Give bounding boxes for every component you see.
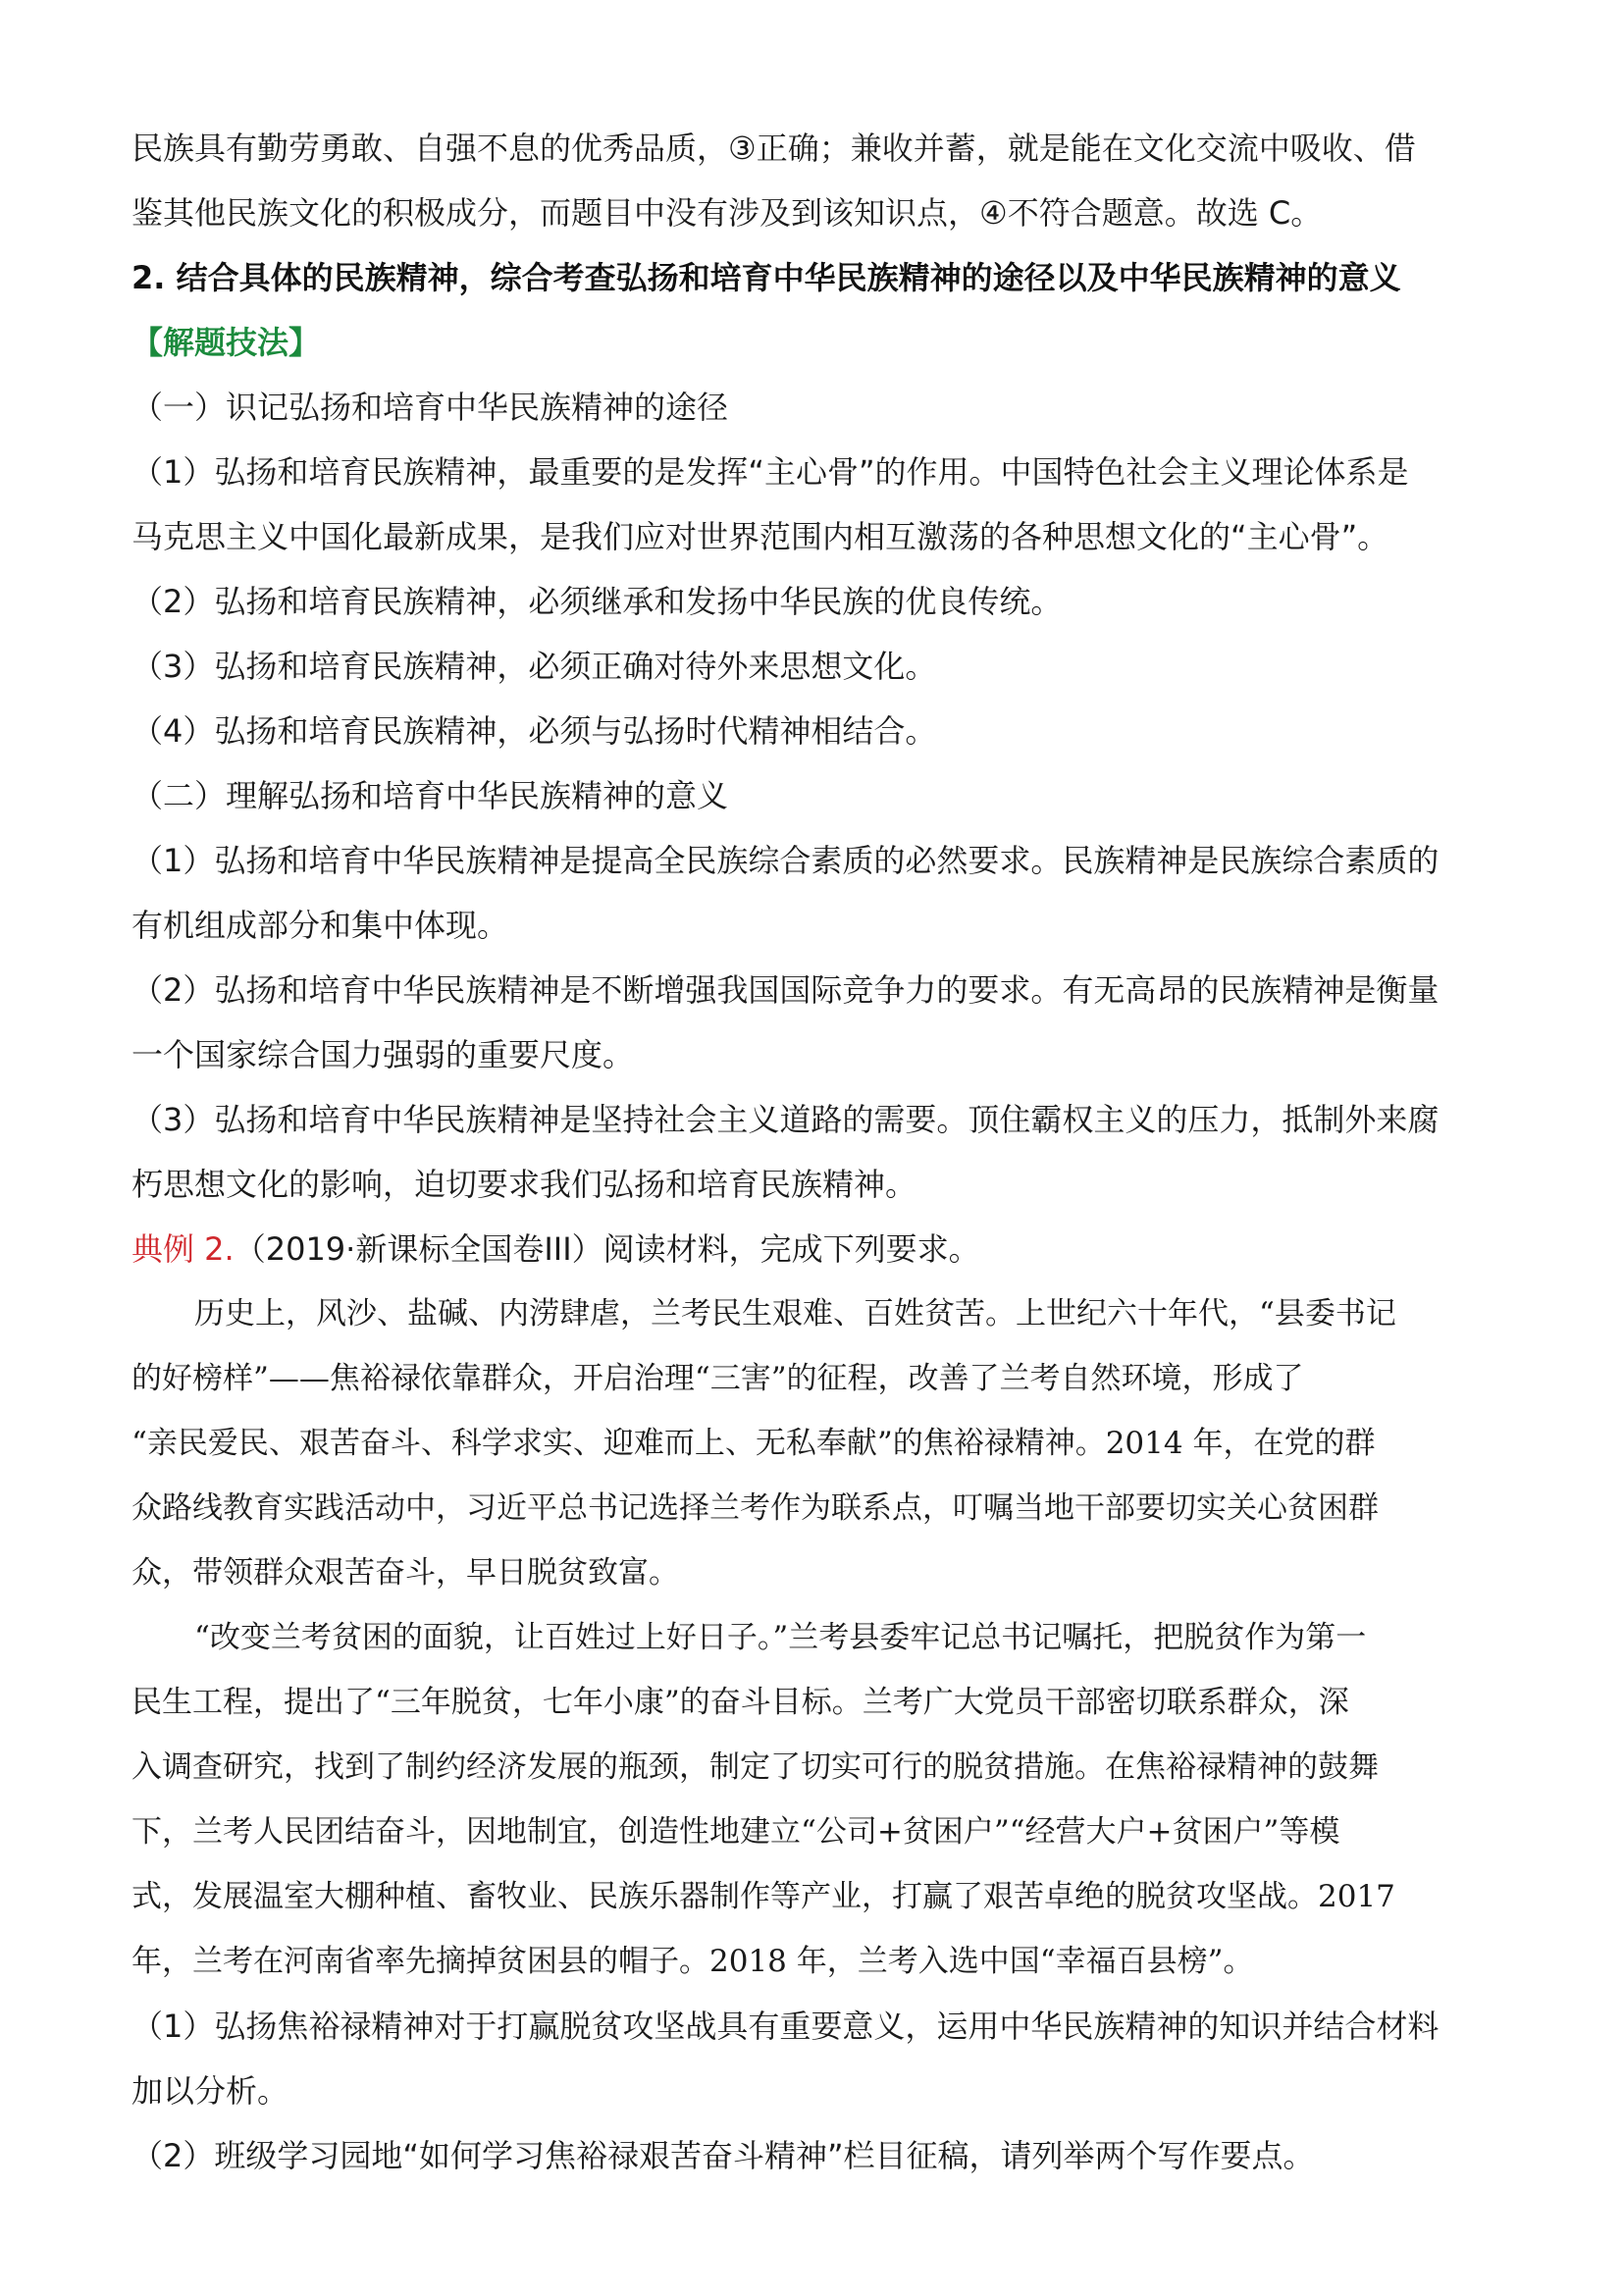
material-line: 年，兰考在河南省率先摘掉贫困县的帽子。2018 年，兰考入选中国“幸福百县榜”。 xyxy=(131,1944,1254,1979)
material-line: “改变兰考贫困的面貌，让百姓过上好日子。”兰考县委牢记总书记嘱托，把脱贫作为第一 xyxy=(194,1620,1367,1655)
material-line: “亲民爱民、艰苦奋斗、科学求实、迎难而上、无私奉献”的焦裕禄精神。2014 年，在党的群 xyxy=(131,1426,1376,1461)
text-line: （4）弘扬和培育民族精神，必须与弘扬时代精神相结合。 xyxy=(131,712,937,750)
text-line: （2）弘扬和培育民族精神，必须继承和发扬中华民族的优良传统。 xyxy=(131,583,1063,620)
material-line: 的好榜样”——焦裕禄依靠群众，开启治理“三害”的征程，改善了兰考自然环境，形成了 xyxy=(131,1361,1304,1396)
text-line: 民族具有勤劳勇敢、自强不息的优秀品质，③正确；兼收并蓄，就是能在文化交流中吸收、借 xyxy=(131,130,1416,167)
technique-label: 【解题技法】 xyxy=(131,324,321,361)
text-line: （3）弘扬和培育中华民族精神是坚持社会主义道路的需要。顶住霸权主义的压力，抵制外来腐 xyxy=(131,1101,1440,1138)
example-source: （2019·新课标全国卷III）阅读材料，完成下列要求。 xyxy=(234,1230,980,1268)
subsection-title-2: （二）理解弘扬和培育中华民族精神的意义 xyxy=(131,777,729,814)
question-line: （2）班级学习园地“如何学习焦裕禄艰苦奋斗精神”栏目征稿，请列举两个写作要点。 xyxy=(131,2137,1315,2174)
question-line: （1）弘扬焦裕禄精神对于打赢脱贫攻坚战具有重要意义，运用中华民族精神的知识并结合材料 xyxy=(131,2008,1440,2045)
material-line: 众路线教育实践活动中，习近平总书记选择兰考作为联系点，叮嘱当地干部要切实关心贫困群 xyxy=(131,1490,1379,1526)
text-line: 马克思主义中国化最新成果，是我们应对世界范围内相互激荡的各种思想文化的“主心骨”。 xyxy=(131,518,1389,555)
material-line: 下，兰考人民团结奋斗，因地制宜，创造性地建立“公司+贫困户”“经营大户+贫困户”等模 xyxy=(131,1814,1340,1850)
text-line: 朽思想文化的影响，迫切要求我们弘扬和培育民族精神。 xyxy=(131,1166,917,1203)
text-line: 鉴其他民族文化的积极成分，而题目中没有涉及到该知识点，④不符合题意。故选 C。 xyxy=(131,194,1323,232)
text-line: 有机组成部分和集中体现。 xyxy=(131,907,509,944)
example-heading xyxy=(131,1217,1505,1281)
section-heading-2: 2. 结合具体的民族精神，综合考查弘扬和培育中华民族精神的途径以及中华民族精神的意义 xyxy=(131,259,1401,296)
text-line: （3）弘扬和培育民族精神，必须正确对待外来思想文化。 xyxy=(131,648,937,685)
text-line: （1）弘扬和培育中华民族精神是提高全民族综合素质的必然要求。民族精神是民族综合素质的 xyxy=(131,842,1440,879)
material-line: 式，发展温室大棚种植、畜牧业、民族乐器制作等产业，打赢了艰苦卓绝的脱贫攻坚战。2017 xyxy=(131,1879,1395,1914)
material-line: 入调查研究，找到了制约经济发展的瓶颈，制定了切实可行的脱贫措施。在焦裕禄精神的鼓舞 xyxy=(131,1749,1379,1785)
subsection-title-1: （一）识记弘扬和培育中华民族精神的途径 xyxy=(131,389,729,426)
text-line: （2）弘扬和培育中华民族精神是不断增强我国国际竞争力的要求。有无高昂的民族精神是衡量 xyxy=(131,971,1440,1009)
example-label: 典例 2. xyxy=(131,1230,235,1268)
text-line: （1）弘扬和培育民族精神，最重要的是发挥“主心骨”的作用。中国特色社会主义理论体系是 xyxy=(131,453,1409,491)
material-line: 众，带领群众艰苦奋斗，早日脱贫致富。 xyxy=(131,1555,679,1591)
material-line: 民生工程，提出了“三年脱贫，七年小康”的奋斗目标。兰考广大党员干部密切联系群众，深 xyxy=(131,1685,1349,1720)
text-line: 一个国家综合国力强弱的重要尺度。 xyxy=(131,1036,635,1073)
question-line: 加以分析。 xyxy=(131,2072,289,2110)
page-content xyxy=(131,116,1505,2188)
material-block xyxy=(131,1281,1505,1994)
material-line: 历史上，风沙、盐碱、内涝肆虐，兰考民生艰难、百姓贫苦。上世纪六十年代，“县委书记 xyxy=(194,1296,1396,1331)
